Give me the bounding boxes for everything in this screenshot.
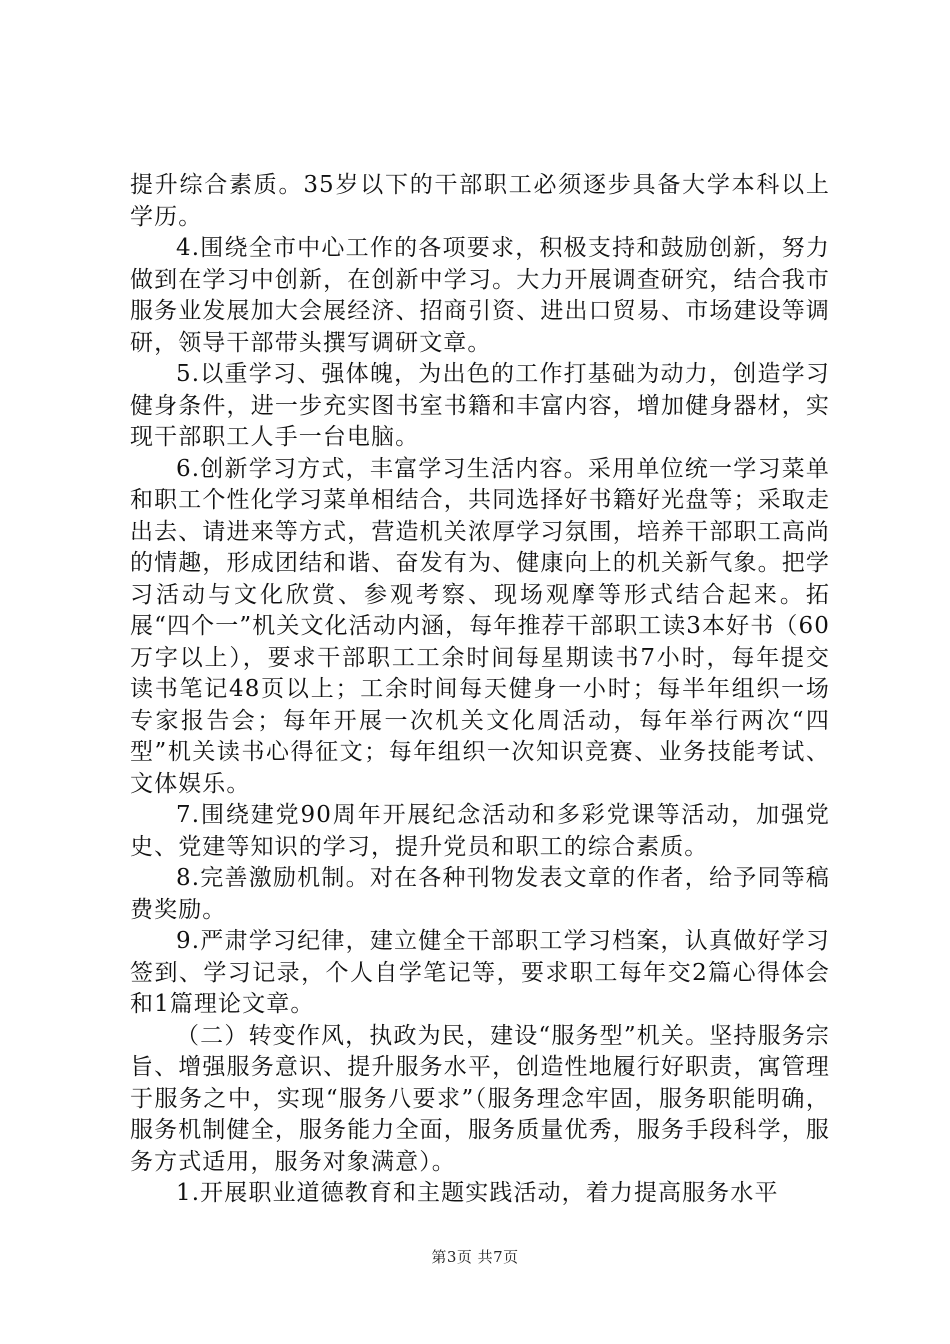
- paragraph-item-9: 9.严肃学习纪律，建立健全干部职工学习档案，认真做好学习签到、学习记录，个人自学笔记等，要求职工每年交2篇心得体会和1篇理论文章。: [130, 928, 830, 1017]
- paragraph-item-5: 5.以重学习、强体魄，为出色的工作打基础为动力，创造学习健身条件，进一步充实图书室书籍和丰富内容，增加健身器材，实现干部职工人手一台电脑。: [130, 361, 830, 450]
- page-number-footer: 第3页 共7页: [431, 1248, 519, 1266]
- paragraph-continuation: 提升综合素质。35岁以下的干部职工必须逐步具备大学本科以上学历。: [130, 172, 830, 230]
- paragraph-item-8: 8.完善激励机制。对在各种刊物发表文章的作者，给予同等稿费奖励。: [130, 865, 830, 923]
- document-body: [130, 170, 830, 1210]
- paragraph-item-4: 4.围绕全市中心工作的各项要求，积极支持和鼓励创新，努力做到在学习中创新，在创新中学习。大力开展调查研究，结合我市服务业发展加大会展经济、招商引资、进出口贸易、市场建设等调研，领导干部带头撰写调研文章。: [130, 235, 830, 356]
- paragraph-item-6: 6.创新学习方式，丰富学习生活内容。采用单位统一学习菜单和职工个性化学习菜单相结合，共同选择好书籍好光盘等；采取走出去、请进来等方式，营造机关浓厚学习氛围，培养干部职工高尚的情趣，形成团结和谐、奋发有为、健康向上的机关新气象。把学习活动与文化欣赏、参观考察、现场观摩等形式结合起来。拓展“四个一”机关文化活动内涵，每年推荐干部职工读3本好书（60万字以上），要求干部职工工余时间每星期读书7小时，每年提交读书笔记48页以上；工余时间每天健身一小时；每半年组织一场专家报告会；每年开展一次机关文化周活动，每年举行两次“四型”机关读书心得征文；每年组织一次知识竞赛、业务技能考试、文体娱乐。: [130, 455, 830, 797]
- paragraph-item-7: 7.围绕建党90周年开展纪念活动和多彩党课等活动，加强党史、党建等知识的学习，提升党员和职工的综合素质。: [130, 802, 830, 860]
- paragraph-item-1: 1.开展职业道德教育和主题实践活动，着力提高服务水平: [176, 1180, 779, 1206]
- paragraph-section-2: （二）转变作风，执政为民，建设“服务型”机关。坚持服务宗旨、增强服务意识、提升服务水平，创造性地履行好职责，寓管理于服务之中，实现“服务八要求”（服务理念牢固，服务职能明确，服务机制健全，服务能力全面，服务质量优秀，服务手段科学，服务方式适用，服务对象满意）。: [130, 1022, 830, 1175]
